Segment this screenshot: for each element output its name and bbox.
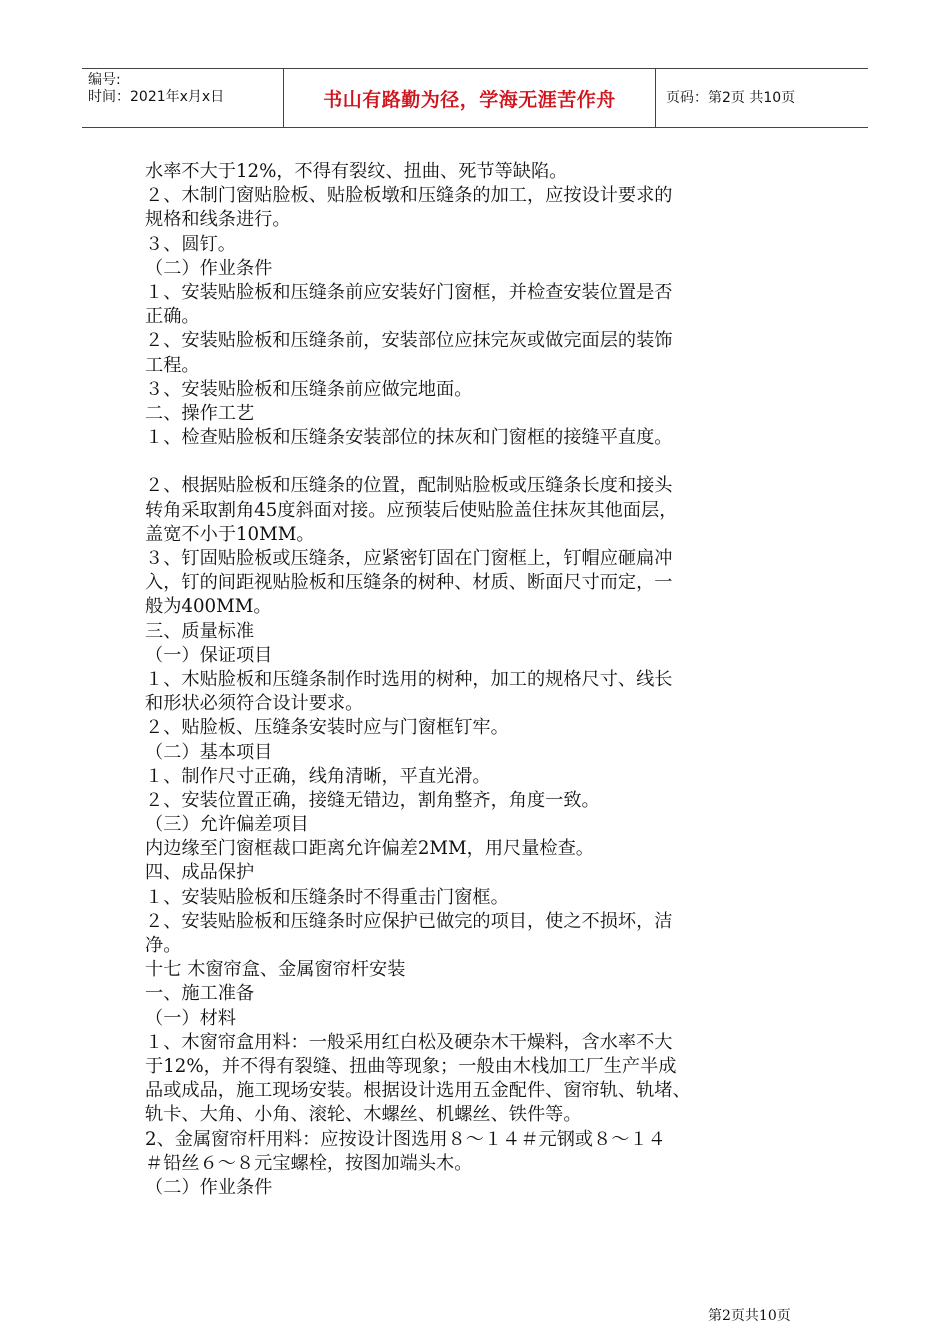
body-text-line: 2、金属窗帘杆用料：应按设计图选用８～１４＃元钢或８～１４: [145, 1128, 666, 1150]
body-text-line: 一、施工准备: [145, 983, 255, 1005]
body-text-line: 入，钉的间距视贴脸板和压缝条的树种、材质、断面尺寸而定，一: [145, 572, 673, 594]
page-header: [82, 68, 868, 128]
body-text-line: （三）允许偏差项目: [145, 814, 309, 836]
body-text-line: 于12%，并不得有裂缝、扭曲等现象；一般由木栈加工厂生产半成: [145, 1055, 677, 1077]
body-text-line: ＃铅丝６～８元宝螺栓，按图加端头木。: [145, 1152, 473, 1174]
body-text-line: １、安装贴脸板和压缝条时不得重击门窗框。: [145, 886, 509, 908]
body-text-line: 规格和线条进行。: [145, 209, 291, 231]
body-text-line: ２、安装位置正确，接缝无错边，割角整齐，角度一致。: [145, 789, 600, 811]
body-text-line: 和形状必须符合设计要求。: [145, 693, 364, 715]
body-text-line: （二）基本项目: [145, 741, 273, 763]
body-text-line: 内边缘至门窗框裁口距离允许偏差2MM，用尺量检查。: [145, 838, 594, 860]
body-text-line: 水率不大于12%，不得有裂纹、扭曲、死节等缺陷。: [145, 161, 568, 182]
header-motto: 书山有路勤为径，学海无涯苦作舟: [323, 88, 616, 111]
body-text-line: 盖宽不小于10MM。: [145, 523, 315, 545]
body-text-line: ２、安装贴脸板和压缝条时应保护已做完的项目，使之不损坏，洁: [145, 910, 673, 932]
body-text-line: （二）作业条件: [145, 1176, 273, 1198]
body-text-line: 工程。: [145, 354, 200, 376]
body-text-line: （二）作业条件: [145, 257, 273, 279]
body-text-line: （一）保证项目: [145, 644, 273, 666]
body-text-line: ２、贴脸板、压缝条安装时应与门窗框钉牢。: [145, 717, 509, 739]
body-text-line: （一）材料: [145, 1007, 236, 1029]
body-text-line: ２、安装贴脸板和压缝条前，安装部位应抹完灰或做完面层的装饰: [145, 330, 673, 352]
body-text-line: ３、钉固贴脸板或压缝条，应紧密钉固在门窗框上，钉帽应砸扁冲: [145, 548, 673, 569]
body-text-line: [145, 450, 813, 474]
body-text-line: ３、安装贴脸板和压缝条前应做完地面。: [145, 378, 473, 400]
body-text-line: １、木贴脸板和压缝条制作时选用的树种，加工的规格尺寸、线长: [145, 668, 673, 690]
header-page-number: 页码：第2页 共10页: [666, 89, 796, 106]
body-text-line: 般为400MM。: [145, 596, 272, 618]
body-text-line: 十七 木窗帘盒、金属窗帘杆安装: [145, 959, 406, 981]
body-text-line: 二、操作工艺: [145, 402, 255, 424]
body-text-line: ３、圆钉。: [145, 233, 236, 255]
header-info-cell: [82, 69, 284, 127]
body-text-line: ２、根据贴脸板和压缝条的位置，配制贴脸板或压缝条长度和接头: [145, 475, 673, 497]
body-text-line: １、木窗帘盒用料：一般采用红白松及硬杂木干燥料，含水率不大: [145, 1031, 673, 1053]
body-text-line: １、安装贴脸板和压缝条前应安装好门窗框，并检查安装位置是否: [145, 281, 673, 303]
body-text-line: 三、质量标准: [145, 620, 255, 642]
document-body: [145, 160, 813, 1200]
body-text-line: １、制作尺寸正确，线角清晰，平直光滑。: [145, 765, 491, 787]
body-text-line: １、检查贴脸板和压缝条安装部位的抹灰和门窗框的接缝平直度。: [145, 427, 673, 449]
body-text-line: 正确。: [145, 306, 200, 328]
body-text-line: 四、成品保护: [145, 862, 255, 884]
body-text-line: 净。: [145, 935, 182, 956]
body-text-line: ２、木制门窗贴脸板、贴脸板墩和压缝条的加工，应按设计要求的: [145, 185, 673, 207]
document-number-label: 编号:: [88, 72, 121, 88]
body-text-line: 轨卡、大角、小角、滚轮、木螺丝、机螺丝、铁件等。: [145, 1104, 582, 1126]
body-text-line: 转角采取割角45度斜面对接。应预装后使贴脸盖住抹灰其他面层，: [145, 499, 678, 521]
header-motto-cell: [284, 69, 656, 127]
body-text-line: 品或成品，施工现场安装。根据设计选用五金配件、窗帘轨、轨堵、: [145, 1080, 691, 1102]
page-footer-number: 第2页共10页: [708, 1308, 791, 1324]
header-page-cell: [656, 69, 868, 127]
document-time-label: 时间：2021年x月x日: [88, 89, 225, 105]
